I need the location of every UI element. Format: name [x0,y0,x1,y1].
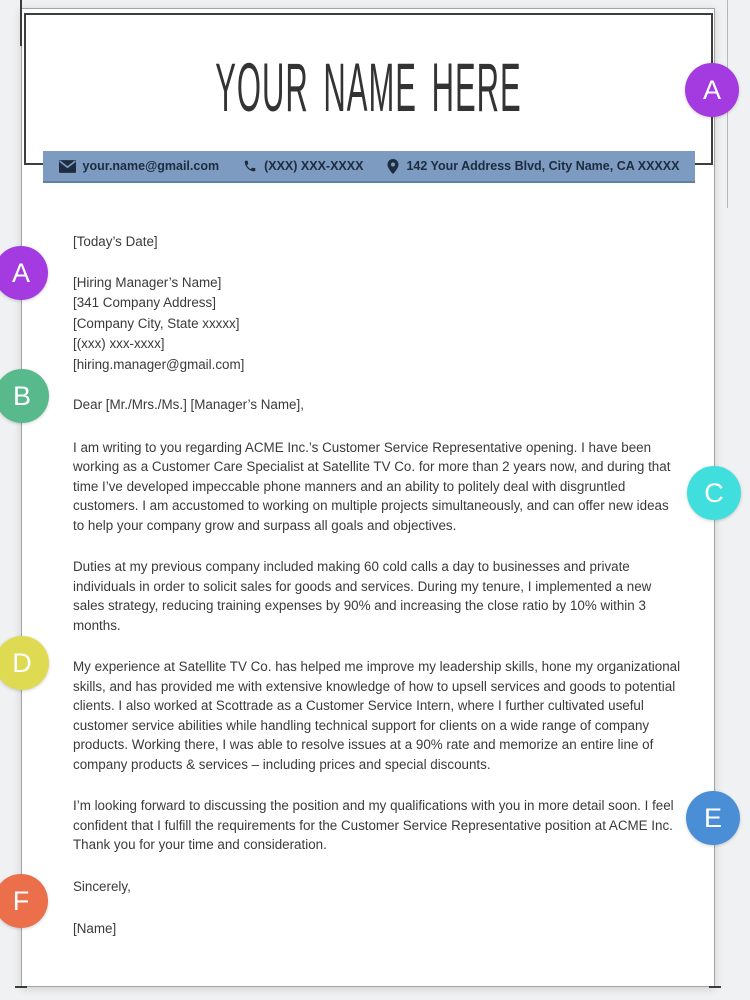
recipient-line: [(xxx) xxx-xxxx] [73,336,165,351]
annotation-badge-d[interactable]: D [0,636,49,690]
annotation-badge-e[interactable]: E [686,791,740,845]
letter-paragraph: Duties at my previous company included making 60 cold calls a day to businesses and private individuals in order to solicit sales for goods and services. During my tenure, I implemented a new sales strategy, reducing training expenses by 90% and increasing the close ratio by 10% within 3 months. [73,559,652,633]
closing: Sincerely, [73,878,131,894]
recipient-line: [Company City, State xxxxx] [73,315,240,331]
letter-paragraph: I am writing to you regarding ACME Inc.’s Customer Service Representative opening. I have been working as a Customer Care Specialist at Satellite TV Co. for more than 2 years now, and during that time I’ve developed impeccable phone manners and an ability to politely deal with disgruntled customers. I am accustomed to working on multiple projects simultaneously, and can offer new ideas to help your company grow and surpass all goals and objectives. [73,439,671,533]
recipient-block [73,273,681,376]
corner-tick [20,0,22,46]
letter-body [73,232,681,940]
contact-email-text: your.name@gmail.com [82,159,220,173]
corner-tick [15,986,27,988]
letter-paragraph: My experience at Satellite TV Co. has helped me improve my leadership skills, hone my organizational skills, and has provided me with extensive knowledge of how to upsell services and goods to potential clients. I also worked at Scottrade as a Customer Service Intern, where I further cultivated useful customer service abilities while handling technical support for clients on a wide range of company products. Working there, I was able to resolve issues at a 90% rate and memorize an entire line of company products & services – including prices and special discounts. [73,659,681,772]
name-placeholder-text: YOUR NAME HERE [215,50,522,127]
recipient-line: [hiring.manager@gmail.com] [73,356,245,372]
page-title [62,50,675,127]
email-icon [59,160,76,173]
letter-date: [Today’s Date] [73,234,158,249]
signature: [Name] [73,921,117,936]
contact-bar [43,151,695,183]
corner-tick [709,986,721,988]
phone-icon [243,159,257,173]
contact-phone [243,159,363,173]
contact-address [387,159,679,174]
recipient-line: [Hiring Manager’s Name] [73,274,222,290]
recipient-line: [341 Company Address] [73,295,216,310]
annotation-badge-a[interactable]: A [685,63,739,117]
annotation-badge-b[interactable]: B [0,369,49,423]
annotation-badge-a[interactable]: A [0,246,48,300]
annotation-badge-f[interactable]: F [0,874,48,928]
annotation-badge-c[interactable]: C [687,466,741,520]
contact-address-text: 142 Your Address Blvd, City Name, CA XXXXX [406,159,680,173]
document-page [21,8,715,987]
location-icon [387,159,399,174]
contact-phone-text: (XXX) XXX-XXXX [264,159,364,173]
salutation: Dear [Mr./Mrs./Ms.] [Manager’s Name], [73,397,304,412]
header-frame [24,13,713,165]
letter-paragraph: I’m looking forward to discussing the position and my qualifications with you in more detail soon. I feel confident that I fulfill the requirements for the Customer Service Representative position at ACME Inc. Thank you for your time and consideration. [73,798,674,852]
contact-email [59,159,220,173]
